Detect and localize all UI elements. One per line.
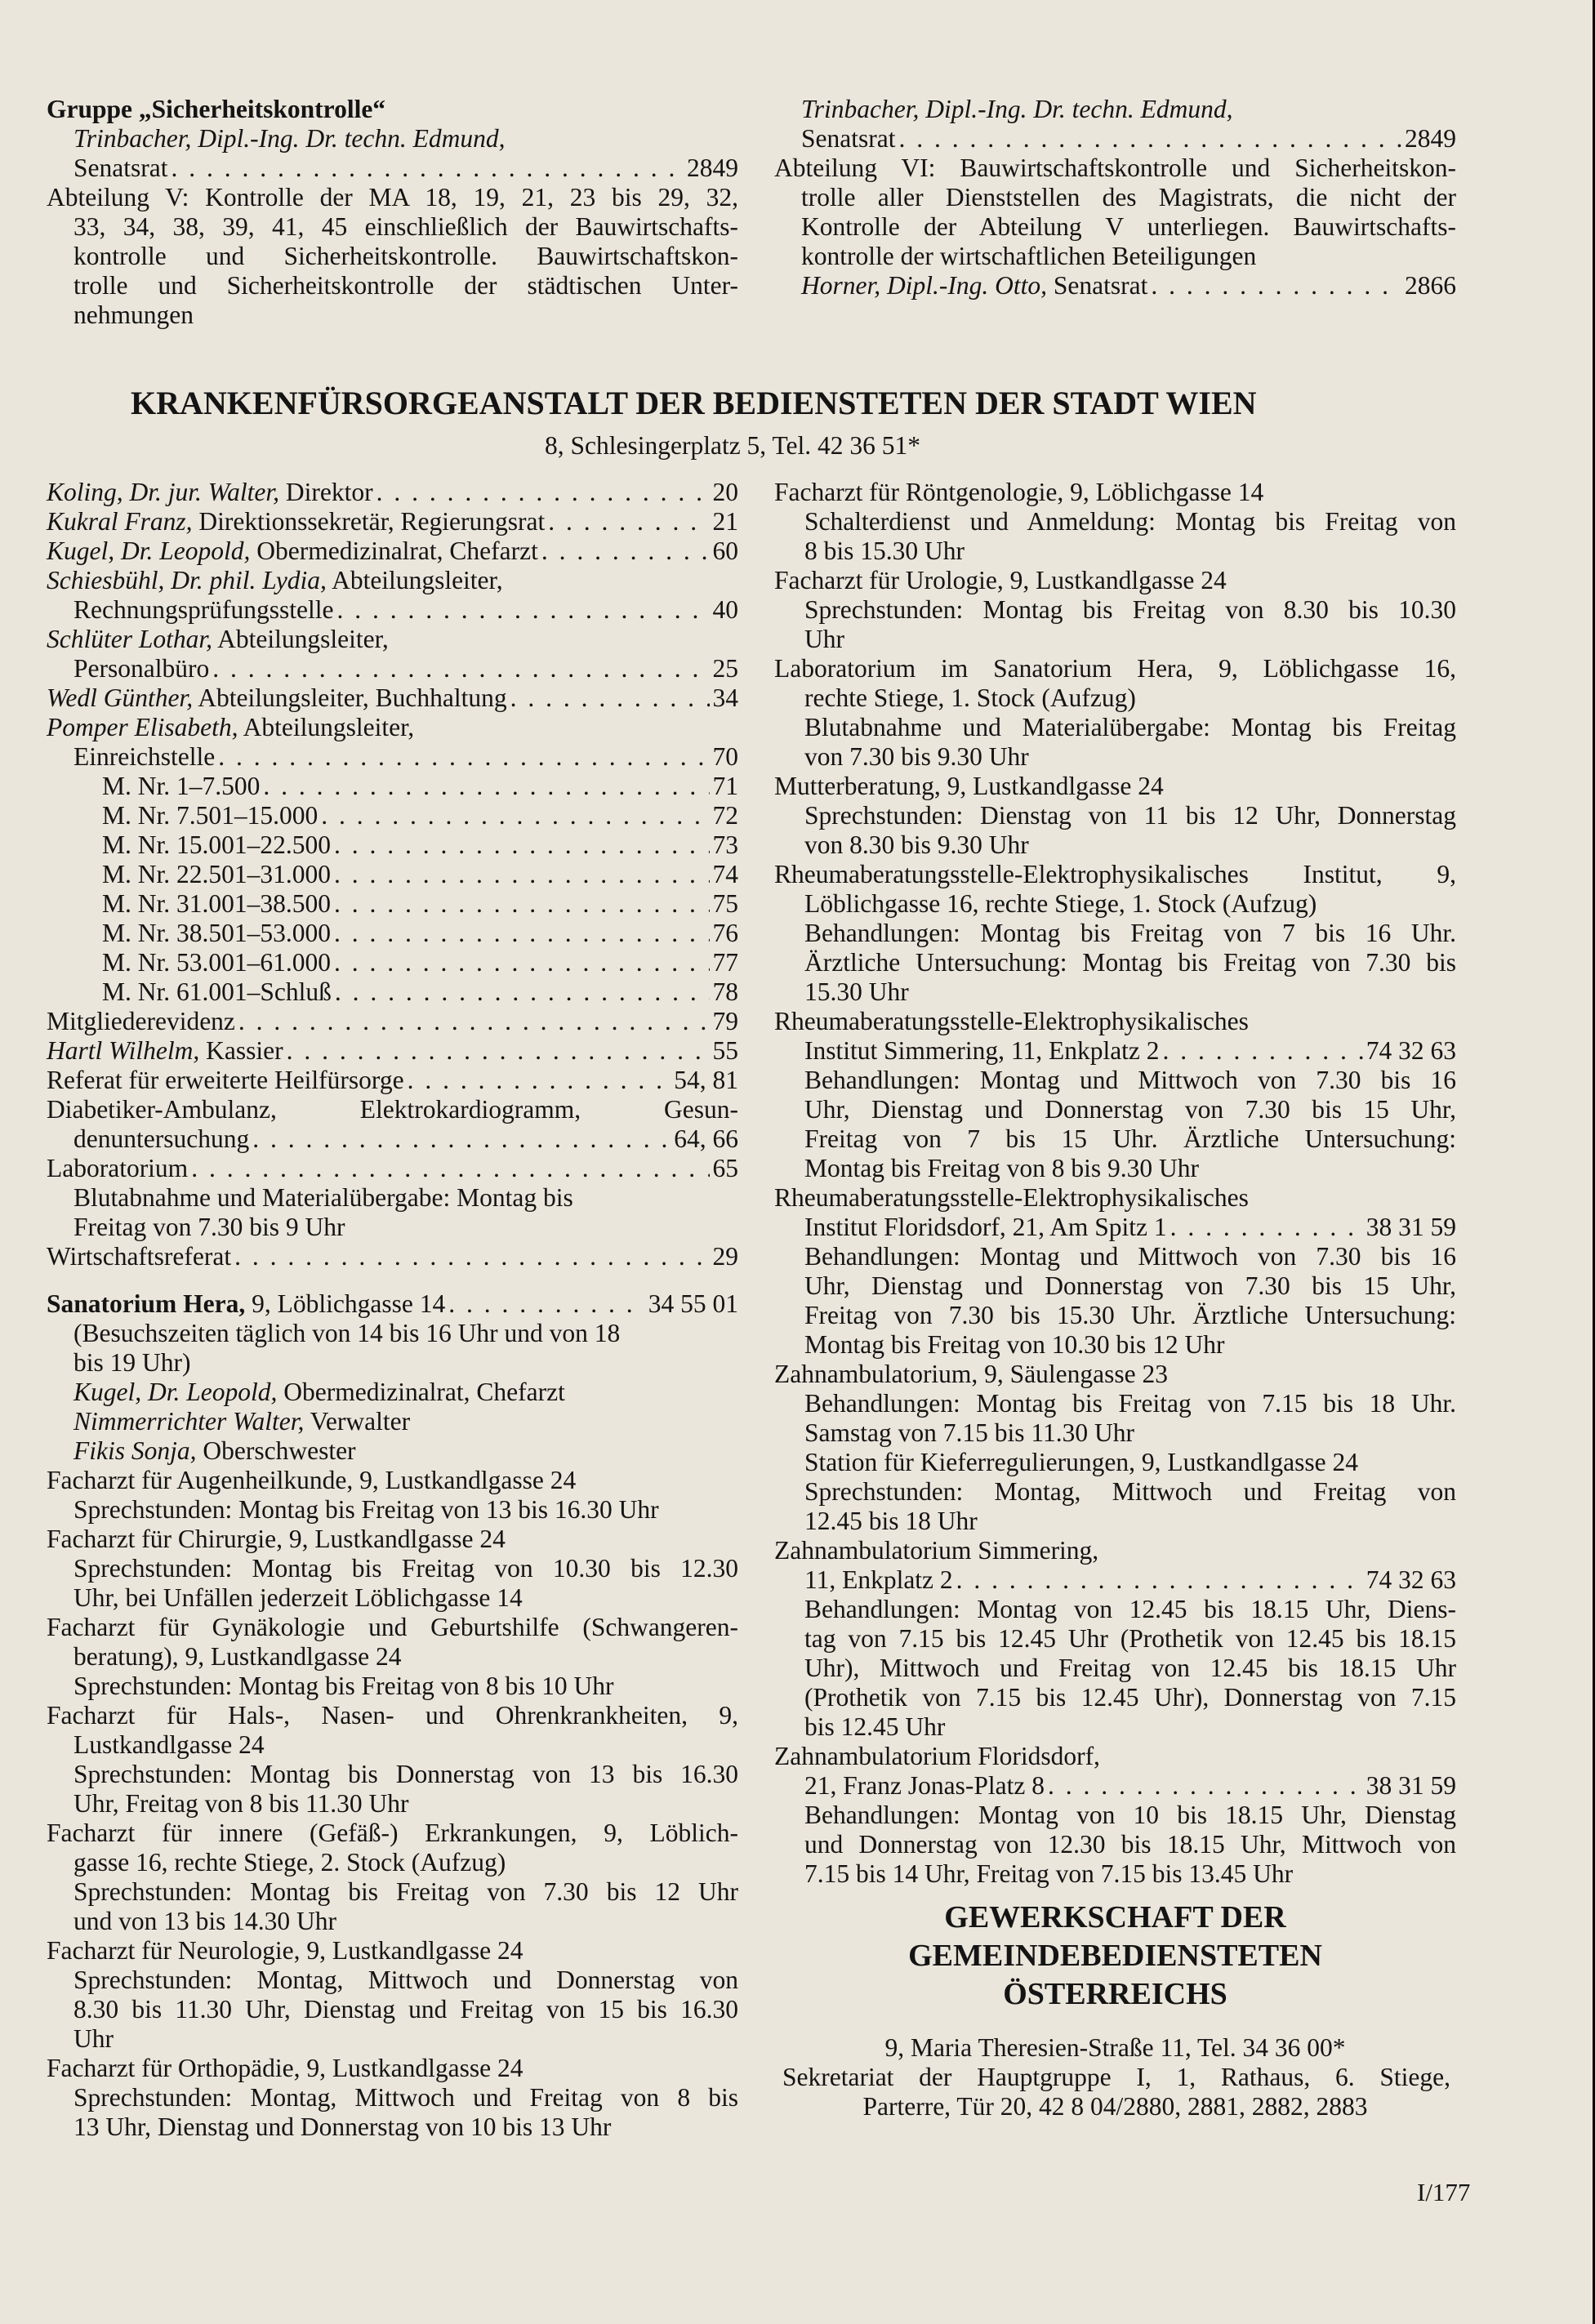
text-line: gasse 16, rechte Stiege, 2. Stock (Aufzug) bbox=[74, 1848, 506, 1877]
person-name: Schiesbühl, Dr. phil. Lydia, Abteilungsleiter, bbox=[47, 566, 503, 594]
text-line: Behandlungen: Montag bis Freitag von 7 bis 16 Uhr. bbox=[804, 919, 1456, 947]
directory-entry: Rechnungsprüfungsstelle . . . 40 bbox=[74, 595, 738, 625]
person-name: Schlüter Lothar, Abteilungsleiter, bbox=[47, 625, 389, 653]
text-line: Mutterberatung, 9, Lustkandlgasse 24 bbox=[774, 772, 1164, 800]
text-line: Facharzt für Urologie, 9, Lustkandlgasse 24 bbox=[774, 566, 1227, 594]
mnr-entry: M. Nr. 15.001–22.500 . . . 73 bbox=[102, 830, 738, 860]
text-line: von 8.30 bis 9.30 Uhr bbox=[804, 830, 1029, 859]
text-line: Diabetiker-Ambulanz, Elektrokardiogramm, Gesun- bbox=[47, 1095, 738, 1124]
directory-entry: Sanatorium Hera, 9, Löblichgasse 14 . . . 34 55 01 bbox=[47, 1289, 738, 1319]
directory-entry: Senatsrat . . . 2849 bbox=[801, 124, 1456, 154]
text-line: Behandlungen: Montag und Mittwoch von 7.30 bis 16 bbox=[804, 1066, 1456, 1094]
text-line: Blutabnahme und Materialübergabe: Montag bis bbox=[74, 1183, 573, 1212]
text-line: bis 19 Uhr) bbox=[74, 1348, 191, 1377]
directory-entry: Laboratorium . . . 65 bbox=[47, 1154, 738, 1183]
text-line: Facharzt für Gynäkologie und Geburtshilfe (Schwangeren- bbox=[47, 1613, 738, 1641]
directory-entry: Kukral Franz, Direktionssekretär, Regierungsrat . . . 21 bbox=[47, 507, 738, 536]
text-line: 8 bis 15.30 Uhr bbox=[804, 536, 965, 565]
text-line: Facharzt für Neurologie, 9, Lustkandlgasse 24 bbox=[47, 1936, 523, 1965]
directory-entry: Institut Floridsdorf, 21, Am Spitz 1 . . . 38 31 59 bbox=[804, 1213, 1456, 1242]
text-line: Uhr), Mittwoch und Freitag von 12.45 bis 18.15 Uhr bbox=[804, 1654, 1456, 1682]
person-name: Kugel, Dr. Leopold, Obermedizinalrat, Chefarzt bbox=[74, 1378, 565, 1406]
text-line: Uhr, bei Unfällen jederzeit Löblichgasse 14 bbox=[74, 1583, 523, 1612]
mnr-entry: M. Nr. 22.501–31.000 . . . 74 bbox=[102, 860, 738, 889]
mnr-entry: M. Nr. 53.001–61.000 . . . 77 bbox=[102, 948, 738, 977]
text-line: 8.30 bis 11.30 Uhr, Dienstag und Freitag von 15 bis 16.30 bbox=[74, 1995, 738, 2023]
text-line: bis 12.45 Uhr bbox=[804, 1712, 946, 1741]
text-line: Löblichgasse 16, rechte Stiege, 1. Stock (Aufzug) bbox=[804, 889, 1317, 918]
directory-entry: Personalbüro . . . 25 bbox=[74, 654, 738, 683]
mnr-entry: M. Nr. 1–7.500 . . . 71 bbox=[102, 772, 738, 801]
text-line: Freitag von 7.30 bis 15.30 Uhr. Ärztliche Untersuchung: bbox=[804, 1301, 1456, 1329]
text-line: Behandlungen: Montag von 10 bis 18.15 Uhr, Dienstag bbox=[804, 1801, 1456, 1829]
section-title: GEWERKSCHAFT DER bbox=[944, 1900, 1286, 1934]
text-line: Zahnambulatorium, 9, Säulengasse 23 bbox=[774, 1360, 1169, 1388]
text-line: Sprechstunden: Montag, Mittwoch und Freitag von bbox=[804, 1477, 1456, 1506]
person-name: Trinbacher, Dipl.-Ing. Dr. techn. Edmund, bbox=[74, 124, 506, 153]
mnr-entry: M. Nr. 31.001–38.500 . . . 75 bbox=[102, 889, 738, 919]
dept-line: trolle und Sicherheitskontrolle der städtischen Unter- bbox=[74, 271, 738, 300]
directory-entry: Senatsrat . . . 2849 bbox=[74, 154, 738, 183]
dept-line: kontrolle der wirtschaftlichen Beteiligungen bbox=[801, 242, 1257, 270]
directory-entry: Koling, Dr. jur. Walter, Direktor . . . 20 bbox=[47, 478, 738, 507]
text-line: Sprechstunden: Montag bis Freitag von 10.30 bis 12.30 bbox=[74, 1554, 738, 1583]
text-line: Uhr bbox=[74, 2024, 114, 2053]
directory-entry: Mitgliederevidenz . . . 79 bbox=[47, 1007, 738, 1036]
text-line: Montag bis Freitag von 10.30 bis 12 Uhr bbox=[804, 1330, 1225, 1359]
text-line: Behandlungen: Montag von 12.45 bis 18.15 Uhr, Diens- bbox=[804, 1595, 1456, 1623]
text-line: Rheumaberatungsstelle-Elektrophysikalisches bbox=[774, 1183, 1249, 1212]
section-title: GEMEINDEBEDIENSTETEN bbox=[908, 1939, 1322, 1973]
text-line: 7.15 bis 14 Uhr, Freitag von 7.15 bis 13.45 Uhr bbox=[804, 1859, 1294, 1888]
person-name: Trinbacher, Dipl.-Ing. Dr. techn. Edmund, bbox=[801, 95, 1233, 123]
mnr-entry: M. Nr. 38.501–53.000 . . . 76 bbox=[102, 919, 738, 948]
directory-entry: Einreichstelle . . . 70 bbox=[74, 742, 738, 772]
text-line: tag von 7.15 bis 12.45 Uhr (Prothetik von 12.45 bis 18.15 bbox=[804, 1624, 1456, 1653]
section-address: 8, Schlesingerplatz 5, Tel. 42 36 51* bbox=[545, 431, 921, 460]
person-name: Pomper Elisabeth, Abteilungsleiter, bbox=[47, 713, 415, 741]
text-line: Behandlungen: Montag bis Freitag von 7.15 bis 18 Uhr. bbox=[804, 1389, 1456, 1418]
text-line: Behandlungen: Montag und Mittwoch von 7.30 bis 16 bbox=[804, 1242, 1456, 1271]
text-line: (Prothetik von 7.15 bis 12.45 Uhr), Donnerstag von 7.15 bbox=[804, 1683, 1456, 1712]
text-line: Samstag von 7.15 bis 11.30 Uhr bbox=[804, 1418, 1134, 1447]
text-line: von 7.30 bis 9.30 Uhr bbox=[804, 742, 1029, 771]
text-line: und von 13 bis 14.30 Uhr bbox=[74, 1907, 336, 1935]
text-line: Facharzt für Röntgenologie, 9, Löblichgasse 14 bbox=[774, 478, 1264, 506]
text-line: Laboratorium im Sanatorium Hera, 9, Löblichgasse 16, bbox=[774, 654, 1456, 683]
text-line: Freitag von 7.30 bis 9 Uhr bbox=[74, 1213, 345, 1241]
text-line: Sprechstunden: Montag bis Freitag von 8 bis 10 Uhr bbox=[74, 1672, 614, 1700]
text-line: Ärztliche Untersuchung: Montag bis Freitag von 7.30 bis bbox=[804, 948, 1456, 977]
section-address: Parterre, Tür 20, 42 8 04/2880, 2881, 2882, 2883 bbox=[862, 2092, 1368, 2121]
text-line: Sprechstunden: Montag, Mittwoch und Freitag von 8 bis bbox=[74, 2083, 738, 2112]
text-line: Facharzt für Augenheilkunde, 9, Lustkandlgasse 24 bbox=[47, 1466, 577, 1494]
text-line: Lustkandlgasse 24 bbox=[74, 1730, 265, 1759]
text-line: Uhr, Dienstag und Donnerstag von 7.30 bis 15 Uhr, bbox=[804, 1095, 1456, 1124]
text-line: 12.45 bis 18 Uhr bbox=[804, 1507, 978, 1535]
section-address: Sekretariat der Hauptgruppe I, 1, Rathaus, 6. Stiege, bbox=[782, 2063, 1450, 2091]
text-line: Sprechstunden: Montag, Mittwoch und Donnerstag von bbox=[74, 1966, 738, 1994]
text-line: Uhr, Dienstag und Donnerstag von 7.30 bis 15 Uhr, bbox=[804, 1271, 1456, 1300]
directory-entry: Kugel, Dr. Leopold, Obermedizinalrat, Chefarzt . . . 60 bbox=[47, 536, 738, 566]
section-title: ÖSTERREICHS bbox=[1003, 1977, 1227, 2011]
directory-entry: Horner, Dipl.-Ing. Otto, Senatsrat . . . 2866 bbox=[801, 271, 1456, 301]
text-line: Sprechstunden: Montag bis Freitag von 8.30 bis 10.30 bbox=[804, 595, 1456, 624]
text-line: Zahnambulatorium Floridsdorf, bbox=[774, 1742, 1100, 1770]
page-number: I/177 bbox=[1417, 2178, 1471, 2206]
text-line: Facharzt für Orthopädie, 9, Lustkandlgasse 24 bbox=[47, 2054, 523, 2082]
person-name: Fikis Sonja, Oberschwester bbox=[74, 1436, 356, 1465]
text-line: beratung), 9, Lustkandlgasse 24 bbox=[74, 1642, 402, 1671]
text-line: Uhr bbox=[804, 625, 844, 653]
person-name: Nimmerrichter Walter, Verwalter bbox=[74, 1407, 411, 1436]
text-line: Rheumaberatungsstelle-Elektrophysikalisches bbox=[774, 1007, 1249, 1035]
text-line: Rheumaberatungsstelle-Elektrophysikalisches Institut, 9, bbox=[774, 860, 1456, 888]
text-line: (Besuchszeiten täglich von 14 bis 16 Uhr und von 18 bbox=[74, 1319, 621, 1347]
dept-line: 33, 34, 38, 39, 41, 45 einschließlich der Bauwirtschafts- bbox=[74, 212, 738, 241]
directory-entry: Referat für erweiterte Heilfürsorge . . . 54, 81 bbox=[47, 1066, 738, 1095]
text-line: und Donnerstag von 12.30 bis 18.15 Uhr, Mittwoch von bbox=[804, 1830, 1456, 1859]
text-line: Facharzt für Hals-, Nasen- und Ohrenkrankheiten, 9, bbox=[47, 1701, 738, 1730]
text-line: Sprechstunden: Dienstag von 11 bis 12 Uhr, Donnerstag bbox=[804, 801, 1456, 830]
directory-entry: Wedl Günther, Abteilungsleiter, Buchhaltung . . . 34 bbox=[47, 683, 738, 713]
text-line: 13 Uhr, Dienstag und Donnerstag von 10 bis 13 Uhr bbox=[74, 2113, 612, 2141]
text-line: Montag bis Freitag von 8 bis 9.30 Uhr bbox=[804, 1154, 1199, 1182]
section-title: KRANKENFÜRSORGEANSTALT DER BEDIENSTETEN DER STADT WIEN bbox=[131, 385, 1257, 421]
text-line: Sprechstunden: Montag bis Freitag von 13 bis 16.30 Uhr bbox=[74, 1495, 659, 1524]
section-address: 9, Maria Theresien-Straße 11, Tel. 34 36 00* bbox=[884, 2033, 1346, 2062]
dept-line: nehmungen bbox=[74, 301, 194, 329]
dept-line: Abteilung VI: Bauwirtschaftskontrolle und Sicherheitskon- bbox=[774, 154, 1456, 182]
directory-entry: Institut Simmering, 11, Enkplatz 2 . . . 74 32 63 bbox=[804, 1036, 1456, 1066]
dept-line: Kontrolle der Abteilung V unterliegen. Bauwirtschafts- bbox=[801, 212, 1456, 241]
text-line: Zahnambulatorium Simmering, bbox=[774, 1536, 1099, 1565]
text-line: Facharzt für Chirurgie, 9, Lustkandlgasse 24 bbox=[47, 1525, 506, 1553]
dept-line: Abteilung V: Kontrolle der MA 18, 19, 21, 23 bis 29, 32, bbox=[47, 183, 738, 211]
text-line: Station für Kieferregulierungen, 9, Lustkandlgasse 24 bbox=[804, 1448, 1358, 1476]
text-line: Blutabnahme und Materialübergabe: Montag bis Freitag bbox=[804, 713, 1456, 741]
dept-line: trolle aller Dienststellen des Magistrats, die nicht der bbox=[801, 183, 1456, 211]
text-line: Uhr, Freitag von 8 bis 11.30 Uhr bbox=[74, 1789, 409, 1818]
mnr-entry: M. Nr. 7.501–15.000 . . . 72 bbox=[102, 801, 738, 830]
directory-entry: Hartl Wilhelm, Kassier . . . 55 bbox=[47, 1036, 738, 1066]
directory-entry: 11, Enkplatz 2 . . . 74 32 63 bbox=[804, 1565, 1456, 1595]
directory-entry: denuntersuchung . . . 64, 66 bbox=[74, 1124, 738, 1154]
directory-entry: 21, Franz Jonas-Platz 8 . . . 38 31 59 bbox=[804, 1771, 1456, 1801]
text-line: Freitag von 7 bis 15 Uhr. Ärztliche Untersuchung: bbox=[804, 1124, 1456, 1153]
group-title: Gruppe „Sicherheitskontrolle“ bbox=[47, 95, 386, 123]
text-line: rechte Stiege, 1. Stock (Aufzug) bbox=[804, 683, 1136, 712]
text-line: 15.30 Uhr bbox=[804, 977, 909, 1006]
text-line: Schalterdienst und Anmeldung: Montag bis Freitag von bbox=[804, 507, 1456, 536]
directory-entry: Wirtschaftsreferat . . . 29 bbox=[47, 1242, 738, 1271]
text-line: Sprechstunden: Montag bis Freitag von 7.30 bis 12 Uhr bbox=[74, 1877, 738, 1906]
text-line: Facharzt für innere (Gefäß-) Erkrankungen, 9, Löblich- bbox=[47, 1819, 738, 1847]
text-line: Sprechstunden: Montag bis Donnerstag von 13 bis 16.30 bbox=[74, 1760, 738, 1788]
dept-line: kontrolle und Sicherheitskontrolle. Bauwirtschaftskon- bbox=[74, 242, 738, 270]
mnr-entry: M. Nr. 61.001–Schluß . . . 78 bbox=[102, 977, 738, 1007]
